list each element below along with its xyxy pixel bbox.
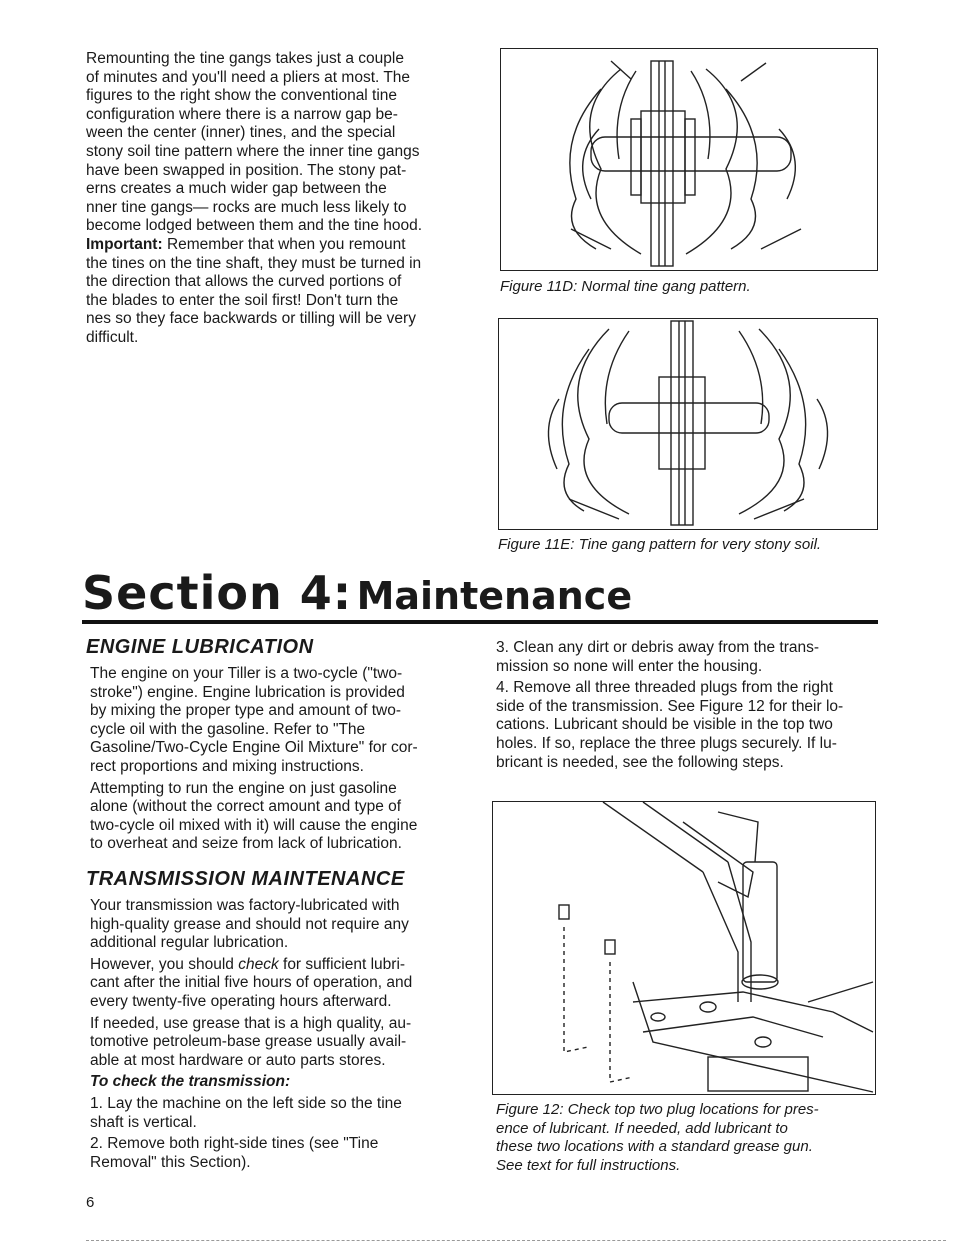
text-line: additional regular lubrication. (90, 934, 289, 952)
intro-paragraph (86, 50, 460, 236)
text-line: 4. Remove all three threaded plugs from the right (496, 679, 833, 697)
text-span: for sufficient lubri- (278, 955, 406, 973)
figure-12 (492, 801, 876, 1095)
section-number: Section 4: (82, 566, 353, 620)
text-line: cycle oil with the gasoline. Refer to "The (90, 720, 366, 738)
text-line: difficult. (86, 328, 139, 346)
figure-11e (498, 318, 878, 530)
important-label: Important: (86, 235, 163, 253)
right-column-steps (496, 639, 876, 772)
text-line: ence of lubricant. If needed, add lubricant to (496, 1119, 788, 1137)
text-line: of minutes and you'll need a pliers at most. The (86, 68, 411, 86)
text-line: Remember that when you remount (162, 235, 406, 253)
text-line: Figure 12: Check top two plug locations for pres- (496, 1101, 819, 1118)
text-line: cant after the initial five hours of operation, and (90, 974, 413, 992)
emphasis-check: check (238, 955, 279, 973)
figure-11d (500, 48, 878, 271)
text-line: two-cycle oil mixed with it) will cause the engine (90, 816, 418, 834)
text-line: cations. Lubricant should be visible in the top two (496, 716, 833, 734)
tine-gang-normal-illustration (501, 49, 877, 270)
step-2 (90, 1135, 456, 1172)
text-line: the direction that allows the curved portions of (86, 273, 402, 291)
figure-11e-caption: Figure 11E: Tine gang pattern for very stony soil. (498, 536, 822, 553)
text-line: nes so they face backwards or tilling will be very (86, 310, 416, 328)
engine-paragraph-2 (90, 780, 456, 854)
text-line: See text for full instructions. (496, 1156, 681, 1174)
intro-text (86, 50, 460, 348)
engine-text (90, 665, 456, 854)
text-line: holes. If so, replace the three plugs securely. If lu- (496, 734, 837, 752)
section-name: Maintenance (356, 574, 633, 618)
text-line: have been swapped in position. The stony pat- (86, 161, 407, 179)
text-span: However, you should (90, 955, 239, 973)
text-line: every twenty-five operating hours afterward. (90, 992, 392, 1010)
text-line: able at most hardware or auto parts stores. (90, 1051, 386, 1069)
text-line: ween the center (inner) tines, and the special (86, 124, 396, 142)
text-line: rect proportions and mixing instructions. (90, 757, 364, 775)
transmission-paragraph-1 (90, 897, 456, 953)
text-line: by mixing the proper type and amount of two- (90, 702, 402, 720)
section-rule (82, 620, 878, 624)
check-transmission-subhead: To check the transmission: (90, 1073, 291, 1091)
text-line: figures to the right show the conventional tine (86, 87, 398, 105)
text-line: Attempting to run the engine on just gasoline (90, 779, 397, 797)
text-line: nner tine gangs— rocks are much less likely to (86, 198, 407, 216)
engine-lubrication-heading: ENGINE LUBRICATION (86, 636, 314, 658)
step-3 (496, 639, 876, 676)
text-line: bricant is needed, see the following steps. (496, 753, 784, 771)
important-note (86, 236, 460, 348)
tine-gang-stony-illustration (499, 319, 877, 529)
text-line: the tines on the tine shaft, they must be turned in (86, 254, 422, 272)
transmission-maintenance-heading: TRANSMISSION MAINTENANCE (86, 868, 405, 890)
text-line: mission so none will enter the housing. (496, 657, 763, 675)
text-line: Removal" this Section). (90, 1153, 251, 1171)
text-line: these two locations with a standard grease gun. (496, 1138, 813, 1156)
transmission-paragraph-3 (90, 1015, 456, 1071)
section-title (82, 566, 632, 620)
text-line: become lodged between them and the tine hood. (86, 217, 423, 235)
step-4 (496, 679, 876, 772)
text-line: side of the transmission. See Figure 12 for their lo- (496, 697, 844, 715)
transmission-text (90, 897, 456, 1172)
step-1 (90, 1095, 456, 1132)
text-line: alone (without the correct amount and type of (90, 798, 402, 816)
text-line: The engine on your Tiller is a two-cycle ("two- (90, 665, 403, 682)
text-line: tomotive petroleum-base grease usually avail- (90, 1033, 407, 1051)
text-line: shaft is vertical. (90, 1113, 197, 1131)
transmission-plug-illustration (493, 802, 875, 1094)
text-line: stroke") engine. Engine lubrication is provided (90, 683, 405, 701)
text-line: 1. Lay the machine on the left side so the tine (90, 1094, 402, 1112)
text-line: If needed, use grease that is a high quality, au- (90, 1014, 412, 1032)
figure-11d-caption: Figure 11D: Normal tine gang pattern. (500, 278, 751, 295)
text-line: stony soil tine pattern where the inner tine gangs (86, 142, 420, 160)
engine-paragraph-1 (90, 665, 456, 777)
text-line: the blades to enter the soil first! Don't turn the (86, 291, 399, 309)
page-bottom-rule (86, 1240, 946, 1241)
text-line: 3. Clean any dirt or debris away from the trans- (496, 639, 820, 656)
page-number: 6 (86, 1194, 95, 1211)
text-line: Your transmission was factory-lubricated with (90, 897, 400, 914)
text-line: 2. Remove both right-side tines (see "Tine (90, 1135, 379, 1153)
text-line: erns creates a much wider gap between the (86, 180, 387, 198)
figure-12-caption (496, 1101, 876, 1175)
text-line: configuration where there is a narrow gap be- (86, 105, 398, 123)
text-line: to overheat and seize from lack of lubrication. (90, 835, 402, 853)
transmission-paragraph-2 (90, 956, 456, 1012)
text-line: Gasoline/Two-Cycle Engine Oil Mixture" for cor- (90, 739, 418, 757)
text-line: high-quality grease and should not require any (90, 915, 409, 933)
text-line: Remounting the tine gangs takes just a couple (86, 50, 404, 67)
